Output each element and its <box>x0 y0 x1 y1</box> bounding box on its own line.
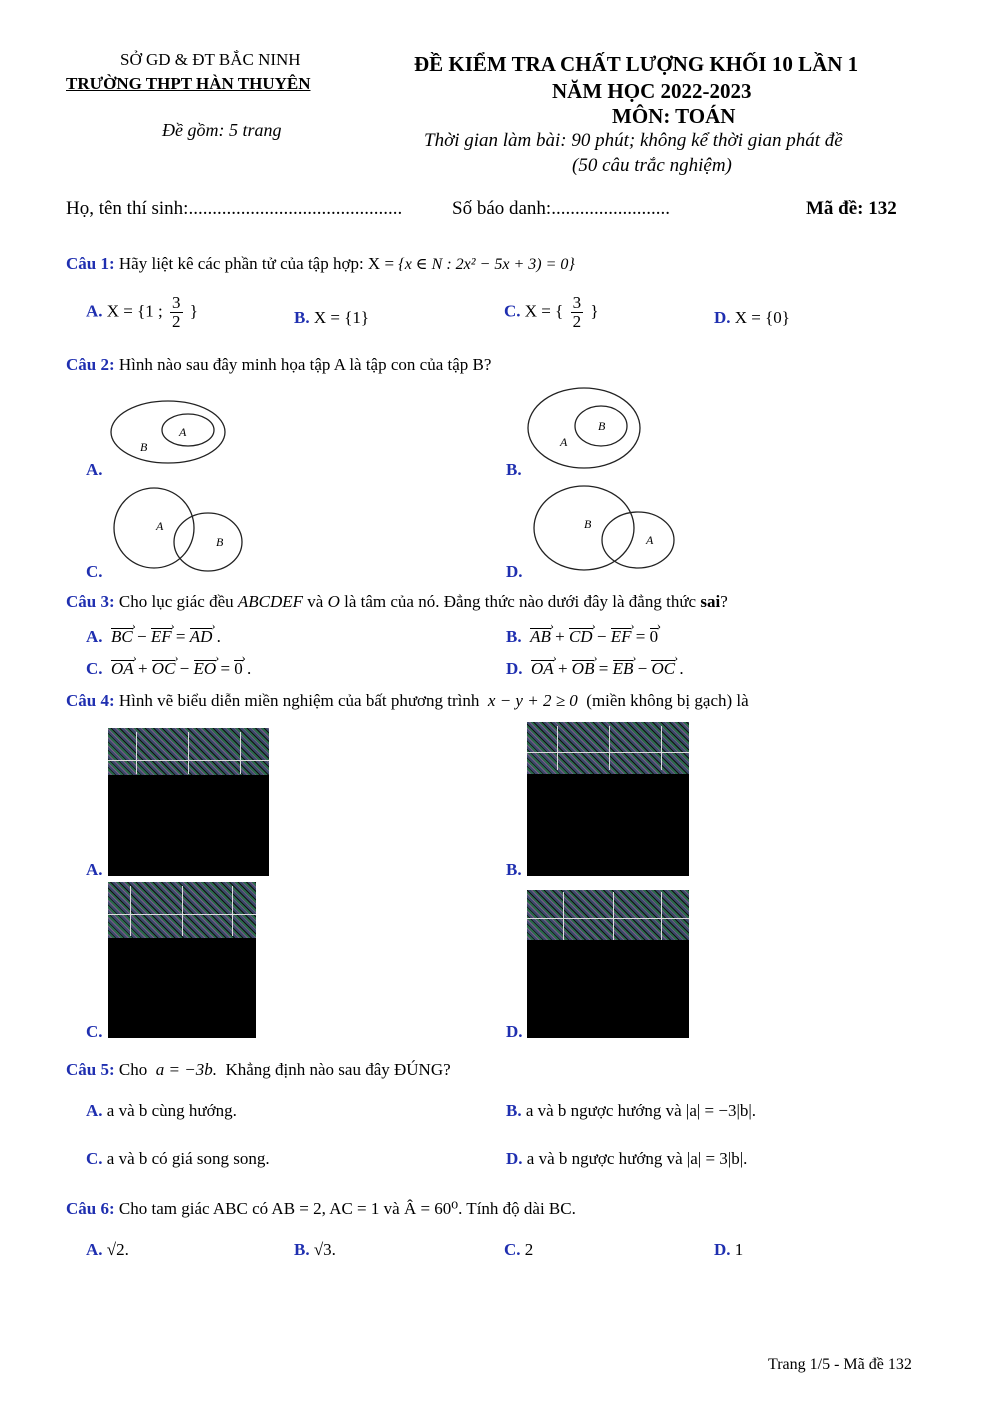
inequality-graph-c <box>108 882 256 1038</box>
venn-label-a: A <box>646 533 654 547</box>
question-5: Câu 5: Cho a = −3b. Khẳng định nào sau đây ĐÚNG? <box>66 1060 451 1079</box>
department-name: SỞ GD & ĐT BẮC NINH <box>120 50 301 69</box>
question-2: Câu 2: Hình nào sau đây minh họa tập A là tập con của tập B? <box>66 355 492 374</box>
venn-diagram-a <box>106 396 236 468</box>
student-id-field: Số báo danh:......................... <box>452 198 670 219</box>
venn-label-b: B <box>584 517 592 531</box>
q4-option-d-label: D. <box>506 1022 523 1041</box>
venn-label-a: A <box>179 425 187 439</box>
graph-strip <box>527 890 689 940</box>
venn-label-a: A <box>560 435 568 449</box>
inequality-graph-a <box>108 728 269 876</box>
q4-option-c-label: C. <box>86 1022 103 1041</box>
venn-diagram-b <box>526 384 646 470</box>
exam-code: Mã đề: 132 <box>806 198 897 219</box>
q2-option-a-label: A. <box>86 460 103 479</box>
q1-option-b: B. X = {1} <box>294 308 370 327</box>
q1-option-d: D. X = {0} <box>714 308 790 327</box>
school-year: NĂM HỌC 2022-2023 <box>552 79 752 103</box>
venn-label-b: B <box>598 419 606 433</box>
q2-option-c-label: C. <box>86 562 103 581</box>
question-1-set: {x ∈ N : 2x² − 5x + 3) = 0} <box>398 256 575 273</box>
q3-option-a: A. BC › − EF › = AD › . <box>86 627 221 647</box>
q3-option-c: C. OA › + OC › − EO › = 0 › . <box>86 659 251 679</box>
fraction-3-2: $\frac{3}{2}$ <box>172 293 181 331</box>
q6-option-a: A. √2. <box>86 1240 129 1259</box>
page-footer: Trang 1/5 - Mã đề 132 <box>768 1356 912 1373</box>
venn-label-b: B <box>140 440 148 454</box>
q3-option-d: D. OA › + OB › = EB › − OC › . <box>506 659 684 679</box>
subject: MÔN: TOÁN <box>612 104 736 128</box>
q1-option-a-text: X = {1 ; <box>106 301 163 321</box>
pages-note: Đề gồm: 5 trang <box>162 120 282 140</box>
question-4: Câu 4: Hình vẽ biểu diễn miền nghiệm của bất phương trình x − y + 2 ≥ 0 (miền không bị gạch) là <box>66 691 749 710</box>
graph-strip <box>527 722 689 774</box>
venn-label-b: B <box>216 535 224 549</box>
q2-option-d-label: D. <box>506 562 523 581</box>
question-1 <box>66 254 575 274</box>
q1-option-c: C. X = { $\frac{3}{2}$ } <box>504 293 599 331</box>
venn-diagram-d <box>530 484 684 574</box>
inequality-graph-b <box>527 722 689 876</box>
q5-option-d: D. a và b ngược hướng và |a| = 3|b|. <box>506 1149 748 1168</box>
student-name-field: Họ, tên thí sinh:............................................. <box>66 198 403 219</box>
venn-diagram-c <box>106 486 256 574</box>
q4-option-a-label: A. <box>86 860 103 879</box>
q6-option-c: C. 2 <box>504 1240 534 1259</box>
q1-option-a-label: A. <box>86 301 103 321</box>
question-6: Câu 6: Cho tam giác ABC có AB = 2, AC = 1 và Â = 60⁰. Tính độ dài BC. <box>66 1199 576 1218</box>
duration: Thời gian làm bài: 90 phút; không kể thời gian phát đề <box>424 130 843 151</box>
question-count: (50 câu trắc nghiệm) <box>572 155 732 176</box>
question-1-text: Hãy liệt kê các phần tử của tập hợp: X = <box>118 254 395 273</box>
school-name: TRƯỜNG THPT HÀN THUYÊN <box>66 74 311 93</box>
q6-option-b: B. √3. <box>294 1240 336 1259</box>
q6-option-d: D. 1 <box>714 1240 744 1259</box>
question-1-label: Câu 1: <box>66 254 115 273</box>
q5-option-c: C. a và b có giá song song. <box>86 1149 270 1168</box>
q3-option-b: B. AB › + CD › − EF › = 0 › <box>506 627 658 647</box>
question-3: Câu 3: Cho lục giác đều ABCDEF và O là tâm của nó. Đẳng thức nào dưới đây là đẳng thức sai? <box>66 592 728 611</box>
exam-title: ĐỀ KIỂM TRA CHẤT LƯỢNG KHỐI 10 LẦN 1 <box>414 52 859 76</box>
q5-option-a: A. a và b cùng hướng. <box>86 1101 237 1120</box>
q4-option-b-label: B. <box>506 860 522 879</box>
q5-option-b: B. a và b ngược hướng và |a| = −3|b|. <box>506 1101 757 1120</box>
q1-option-a: A. X = {1 ; $\frac{3}{2}$ } <box>86 293 198 331</box>
inequality-graph-d <box>527 890 689 1038</box>
venn-label-a: A <box>156 519 164 533</box>
q2-option-b-label: B. <box>506 460 522 479</box>
fraction-3-2: $\frac{3}{2}$ <box>572 293 582 331</box>
